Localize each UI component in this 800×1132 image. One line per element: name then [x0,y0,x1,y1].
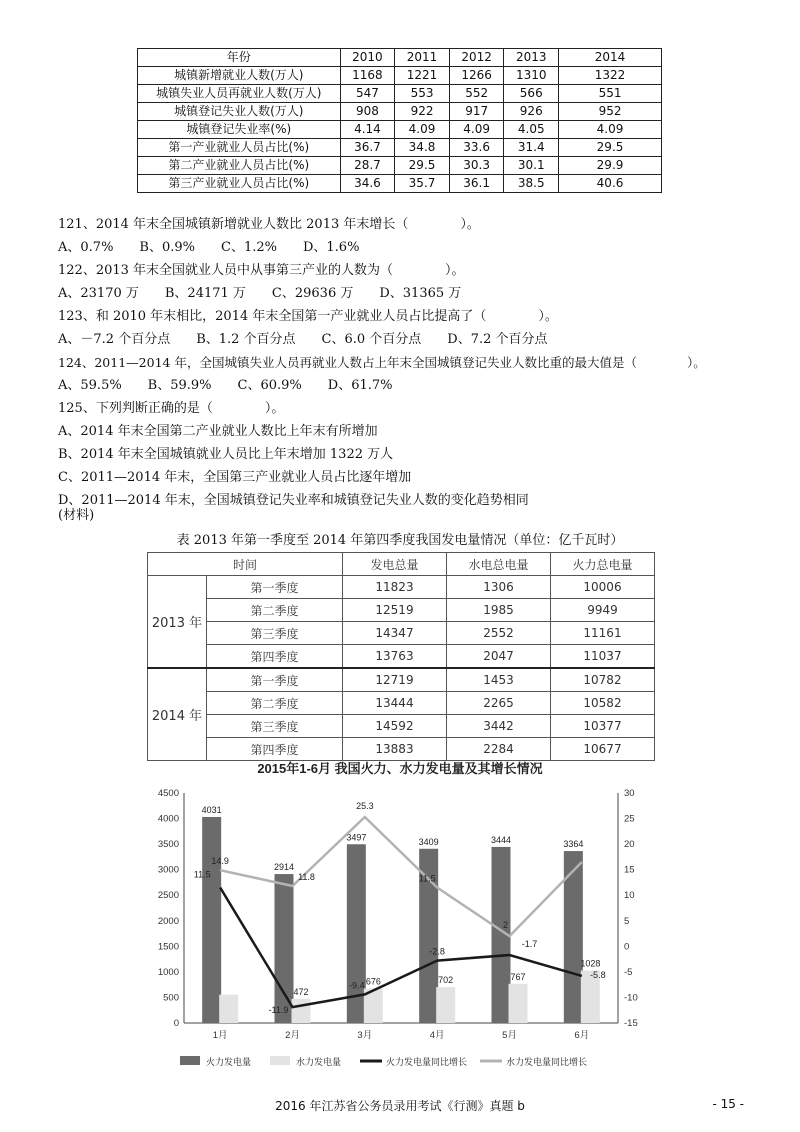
table-cell: 34.6 [340,175,395,193]
table-cell: 1310 [504,67,559,85]
table-cell: 第二产业就业人员占比(%) [138,157,341,175]
table-cell: 1221 [395,67,450,85]
year-cell: 2014 年 [148,668,207,761]
y2-tick-label: -10 [624,992,638,1004]
table-cell: 14347 [343,622,447,645]
power-chart [150,757,650,1082]
table-cell: 28.7 [340,157,395,175]
table-cell: 第二季度 [207,599,343,622]
page-footer: 2016 年江苏省公务员录用考试《行测》真题 b [275,1099,525,1113]
table-row [138,157,662,175]
question-122: 122、2013 年末全国就业人员中从事第三产业的人数为（ ）。 [58,263,465,278]
table-row [138,85,662,103]
question-121: 121、2014 年末全国城镇新增就业人数比 2013 年末增长（ ）。 [58,217,480,232]
material-label: (材料) [58,508,95,523]
table-row [138,175,662,193]
table-cell: 2265 [447,692,551,715]
table-row [138,103,662,121]
line-hydro-growth [220,817,582,936]
table-cell: 第三季度 [207,622,343,645]
question-125-option-b: B、2014 年末全国城镇就业人员比上年末增加 1322 万人 [58,447,394,462]
table-cell: 40.6 [559,175,662,193]
table-cell: 11161 [551,622,655,645]
table-cell: 城镇新增就业人数(万人) [138,67,341,85]
table-cell: 第三季度 [207,715,343,738]
header-cell: 2012 [449,49,504,67]
y-tick-label: 3000 [157,864,179,876]
y-tick-label: 3500 [157,839,179,851]
table-cell: 1306 [447,576,551,599]
x-tick-label: 2月 [285,1030,300,1041]
y-tick-label: 4500 [157,788,179,799]
table-row [148,715,655,738]
header-cell: 时间 [148,553,343,576]
table-cell: 1168 [340,67,395,85]
table-cell: 10377 [551,715,655,738]
table-cell: 11037 [551,645,655,669]
table-cell: 4.05 [504,121,559,139]
header-cell: 发电总量 [343,553,447,576]
table-cell: 34.8 [395,139,450,157]
bar-data-label: 3497 [346,832,367,843]
table-cell: 1322 [559,67,662,85]
y-tick-label: 1000 [157,966,179,978]
y-tick-label: 2500 [157,890,179,902]
header-cell: 火力总电量 [551,553,655,576]
question-121-options: A、0.7% B、0.9% C、1.2% D、1.6% [58,240,360,255]
table-cell: 城镇失业人员再就业人数(万人) [138,85,341,103]
table-cell: 城镇登记失业人数(万人) [138,103,341,121]
y2-tick-label: -5 [624,966,633,978]
employment-table [137,48,662,193]
table-cell: 1453 [447,668,551,692]
table-cell: 第一季度 [207,576,343,599]
table-cell: 4.09 [449,121,504,139]
table-cell: 第四季度 [207,645,343,669]
bar-data-label: 472 [293,986,309,997]
table-cell: 12519 [343,599,447,622]
y2-tick-label: 5 [624,915,630,927]
header-cell: 水电总电量 [447,553,551,576]
table-cell: 第一产业就业人员占比(%) [138,139,341,157]
header-cell: 2014 [559,49,662,67]
y-tick-label: 2000 [157,915,179,927]
table-cell: 33.6 [449,139,504,157]
y2-tick-label: 20 [624,839,635,851]
bar-data-label: 3444 [490,834,512,845]
table-cell: 908 [340,103,395,121]
y2-tick-label: -15 [624,1018,638,1029]
legend-label: 水力发电量 [296,1057,342,1067]
table-cell: 566 [504,85,559,103]
table-cell: 4.14 [340,121,395,139]
table-header-row [138,49,662,67]
y2-tick-label: 30 [624,788,635,799]
table-cell: 917 [449,103,504,121]
line-data-label: 25.3 [356,801,374,812]
question-125-option-c: C、2011—2014 年末，全国第三产业就业人员占比逐年增加 [58,470,412,485]
table-cell: 926 [504,103,559,121]
table-row [138,67,662,85]
x-tick-label: 6月 [574,1030,590,1041]
y-tick-label: 500 [163,992,179,1004]
table-cell: 13883 [343,738,447,761]
bar-data-label: 2914 [273,862,295,873]
line-data-label: 11.5 [418,873,436,884]
table-cell: 1266 [449,67,504,85]
y-tick-label: 0 [173,1018,179,1029]
x-tick-label: 4月 [429,1030,445,1041]
table-row [148,599,655,622]
table-row [148,576,655,599]
line-data-label: 11.8 [298,872,315,883]
table-cell: 第三产业就业人员占比(%) [138,175,341,193]
table-cell: 552 [449,85,504,103]
bar-data-label: 702 [438,975,454,986]
question-125-option-a: A、2014 年末全国第二产业就业人数比上年末有所增加 [58,424,378,439]
header-cell: 年份 [138,49,341,67]
question-125-option-d: D、2011—2014 年末，全国城镇登记失业率和城镇登记失业人数的变化趋势相同 [58,493,529,508]
table-cell: 10677 [551,738,655,761]
table-cell: 13763 [343,645,447,669]
table-cell: 36.7 [340,139,395,157]
table-cell: 第二季度 [207,692,343,715]
y-tick-label: 1500 [157,941,179,953]
table-cell: 3442 [447,715,551,738]
line-data-label: -9.4 [349,980,365,991]
bar-data-label: 767 [510,971,526,982]
bar-data-label: 3409 [418,836,439,847]
table-cell: 553 [395,85,450,103]
header-cell: 2013 [504,49,559,67]
question-124: 124、2011—2014 年，全国城镇失业人员再就业人数占上年末全国城镇登记失业人数比重的最大值是（ ）。 [58,355,706,370]
table-cell: 31.4 [504,139,559,157]
x-tick-label: 5月 [502,1030,517,1041]
question-123: 123、和 2010 年末相比，2014 年末全国第一产业就业人员占比提高了（ ）。 [58,309,558,324]
table-row [148,692,655,715]
power-generation-table [147,552,655,761]
table-cell: 14592 [343,715,447,738]
line-data-label: 14.9 [211,856,229,867]
bar-data-label: 676 [365,976,381,987]
table-cell: 29.5 [395,157,450,175]
bar-hydro [509,984,528,1023]
table-row [148,668,655,692]
line-data-label: -11.9 [268,1005,289,1016]
table-cell: 10582 [551,692,655,715]
header-cell: 2011 [395,49,450,67]
line-data-label: 2 [502,920,509,931]
table-row [148,622,655,645]
header-cell: 2010 [340,49,395,67]
legend-swatch [270,1056,290,1065]
table-cell: 551 [559,85,662,103]
bar-data-label: 4031 [201,804,222,815]
table-cell: 城镇登记失业率(%) [138,121,341,139]
table-row [138,139,662,157]
table-cell: 第四季度 [207,738,343,761]
bar-hydro [292,999,311,1023]
table-cell: 2284 [447,738,551,761]
table-cell: 4.09 [395,121,450,139]
y2-tick-label: 15 [624,864,635,876]
question-123-options: A、－7.2 个百分点 B、1.2 个百分点 C、6.0 个百分点 D、7.2 个百分点 [58,332,548,347]
table-header-row [148,553,655,576]
y2-tick-label: 25 [624,813,635,825]
power-table-caption: 表 2013 年第一季度至 2014 年第四季度我国发电量情况（单位：亿千瓦时） [176,533,624,548]
bar-data-label: 3364 [563,839,584,850]
legend-swatch [180,1056,200,1065]
table-cell: 30.3 [449,157,504,175]
legend-label: 水力发电量同比增长 [506,1057,588,1067]
table-cell: 952 [559,103,662,121]
table-cell: 9949 [551,599,655,622]
y2-tick-label: 10 [624,890,635,902]
y-tick-label: 4000 [157,813,179,825]
table-row [138,121,662,139]
table-cell: 922 [395,103,450,121]
bar-thermal [202,817,221,1023]
y2-tick-label: 0 [624,941,630,953]
question-124-options: A、59.5% B、59.9% C、60.9% D、61.7% [58,378,393,393]
legend-label: 火力发电量同比增长 [386,1057,468,1067]
year-cell: 2013 年 [148,576,207,669]
table-cell: 547 [340,85,395,103]
table-cell: 29.5 [559,139,662,157]
table-cell: 2552 [447,622,551,645]
page-number: - 15 - [712,1097,744,1111]
bar-thermal [275,874,294,1023]
table-cell: 36.1 [449,175,504,193]
table-cell: 38.5 [504,175,559,193]
bar-data-label: 1028 [580,958,601,969]
table-cell: 第一季度 [207,668,343,692]
bar-hydro [436,987,455,1023]
chart-title: 2015年1-6月 我国火力、水力发电量及其增长情况 [257,761,543,776]
table-cell: 11823 [343,576,447,599]
legend-label: 火力发电量 [206,1057,252,1067]
line-data-label: -1.7 [521,939,538,950]
table-cell: 13444 [343,692,447,715]
table-cell: 4.09 [559,121,662,139]
table-row [148,645,655,669]
line-data-label: -5.8 [590,969,606,980]
question-125: 125、下列判断正确的是（ ）。 [58,401,285,416]
line-data-label: 11.5 [193,869,211,880]
table-cell: 2047 [447,645,551,669]
x-tick-label: 1月 [212,1030,228,1041]
question-122-options: A、23170 万 B、24171 万 C、29636 万 D、31365 万 [58,286,462,301]
table-cell: 30.1 [504,157,559,175]
table-cell: 35.7 [395,175,450,193]
line-data-label: -2.8 [429,946,445,957]
table-cell: 10782 [551,668,655,692]
table-cell: 10006 [551,576,655,599]
table-cell: 1985 [447,599,551,622]
table-cell: 29.9 [559,157,662,175]
bar-hydro [219,995,238,1023]
x-tick-label: 3月 [357,1030,373,1041]
table-cell: 12719 [343,668,447,692]
